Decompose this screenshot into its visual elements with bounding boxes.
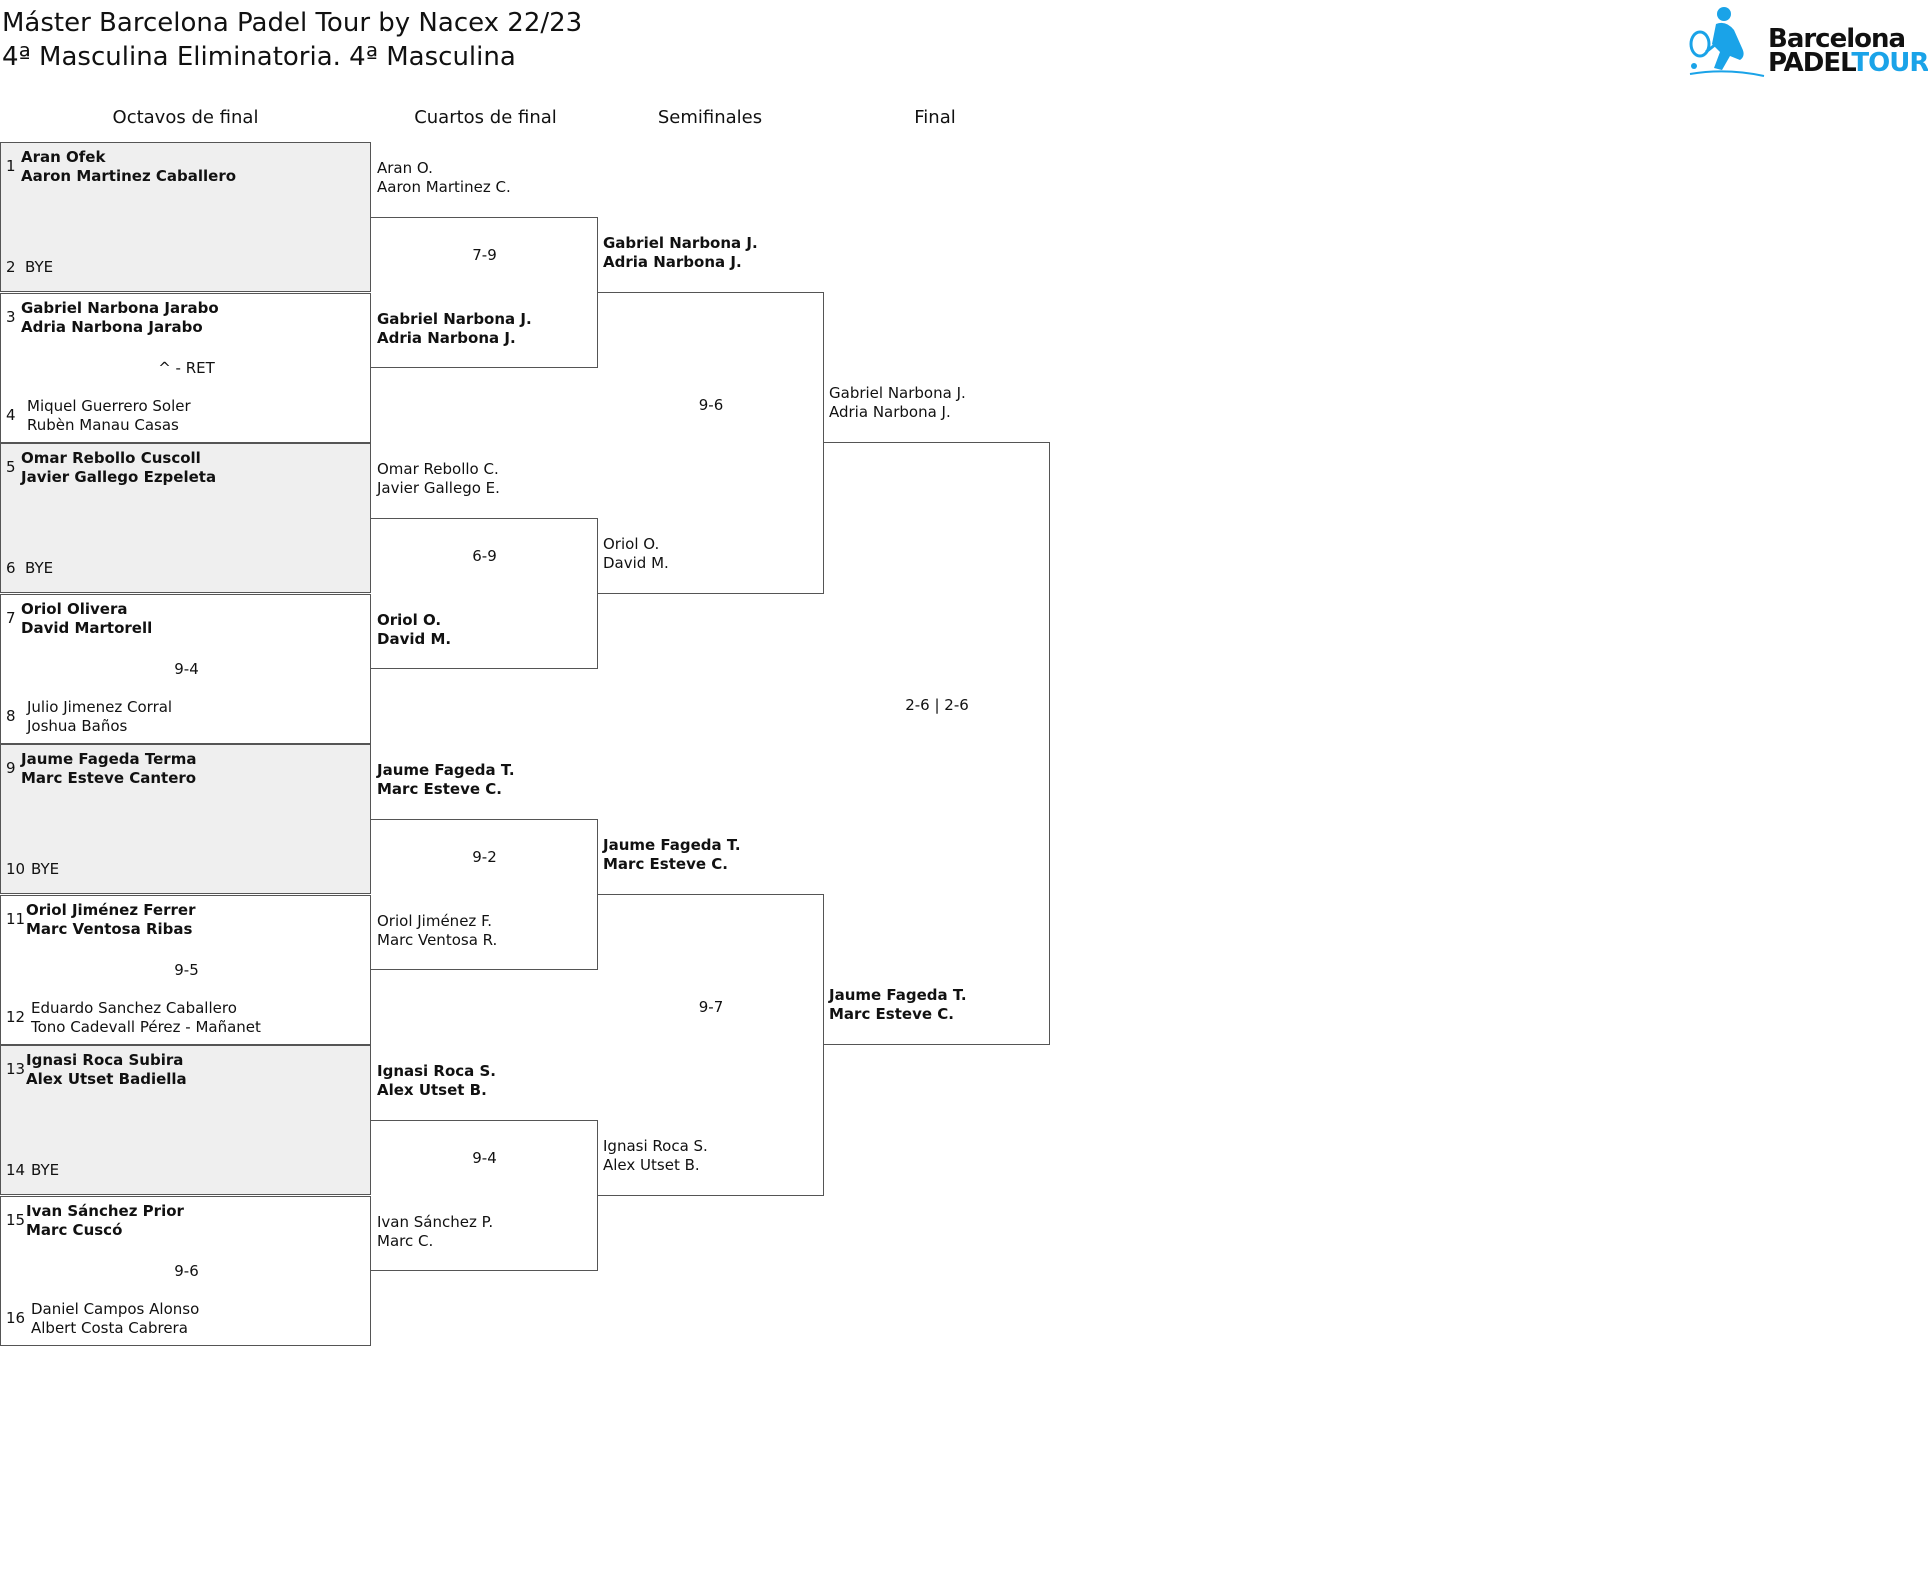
player-name: Marc Esteve C. — [829, 1005, 954, 1023]
team-name — [603, 234, 758, 272]
page-title: Máster Barcelona Padel Tour by Nacex 22/23 — [2, 8, 583, 38]
player-name: Rubèn Manau Casas — [27, 416, 179, 434]
r16-match — [0, 1196, 371, 1346]
team-name — [26, 1202, 184, 1240]
round-header-octavos: Octavos de final — [112, 107, 259, 128]
player-name: Oriol O. — [603, 535, 660, 553]
team-name — [603, 1137, 708, 1175]
team-name — [603, 836, 741, 874]
player-name: Oriol Olivera — [21, 600, 128, 618]
player-name: Marc Cuscó — [26, 1221, 123, 1239]
player-name: Aaron Martinez C. — [377, 178, 511, 196]
r16-match — [0, 443, 371, 593]
match-score: 9-4 — [472, 1149, 497, 1167]
round-header-final: Final — [914, 107, 956, 128]
team-name — [377, 912, 497, 950]
match-score: 7-9 — [472, 246, 497, 264]
player-name: Gabriel Narbona Jarabo — [21, 299, 219, 317]
round-header-semifinales: Semifinales — [657, 107, 763, 128]
seed-number: 16 — [6, 1309, 26, 1327]
seed-number: 12 — [6, 1008, 26, 1026]
player-name: Marc Ventosa Ribas — [26, 920, 193, 938]
team-name — [21, 600, 152, 638]
seed-number: 5 — [6, 458, 16, 476]
player-name: Omar Rebollo Cuscoll — [21, 449, 201, 467]
seed-number: 13 — [6, 1060, 26, 1078]
seed-number: 7 — [6, 609, 16, 627]
player-name: Ignasi Roca Subira — [26, 1051, 184, 1069]
team-name — [31, 1300, 199, 1338]
match-score: 9-6 — [698, 396, 724, 414]
player-name: Ivan Sánchez P. — [377, 1213, 494, 1231]
team-name — [26, 901, 195, 939]
player-name: Jaume Fageda T. — [377, 761, 515, 779]
player-name: David Martorell — [21, 619, 153, 637]
player-name: Jaume Fageda T. — [603, 836, 741, 854]
player-name: David M. — [603, 554, 669, 572]
r16-match — [0, 1045, 371, 1195]
team-name — [377, 159, 511, 197]
player-name: Albert Costa Cabrera — [31, 1319, 188, 1337]
seed-number: 4 — [6, 406, 16, 424]
team-name — [603, 535, 669, 573]
player-name: Aran Ofek — [21, 148, 106, 166]
barcelona-padel-tour-logo — [1686, 4, 1928, 80]
player-name: Marc Esteve C. — [603, 855, 728, 873]
page-subtitle: 4ª Masculina Eliminatoria. 4ª Masculina — [2, 42, 516, 72]
player-name: Eduardo Sanchez Caballero — [31, 999, 237, 1017]
match-score: 9-6 — [174, 1262, 199, 1280]
player-name: Aran O. — [377, 159, 433, 177]
team-name — [377, 1062, 496, 1100]
finalist-team — [829, 384, 966, 422]
team-name — [21, 299, 219, 337]
r16-match — [0, 895, 371, 1045]
seed-number: 11 — [6, 910, 26, 928]
player-name: Oriol Jiménez Ferrer — [26, 901, 196, 919]
team-name — [27, 397, 191, 435]
player-name: Marc Ventosa R. — [377, 931, 498, 949]
padel-player-icon — [1686, 4, 1766, 80]
final-score: 2-6 | 2-6 — [905, 696, 969, 714]
team-name — [31, 999, 261, 1037]
seed-number: 10 — [6, 860, 26, 878]
final-bracket — [824, 442, 1050, 1045]
player-name: Gabriel Narbona J. — [829, 384, 966, 402]
team-name — [377, 1213, 493, 1251]
bye-label: BYE — [31, 860, 60, 878]
player-name: Gabriel Narbona J. — [603, 234, 758, 252]
seed-number: 8 — [6, 707, 16, 725]
team-name — [377, 460, 500, 498]
logo-text-barcelona: Barcelona — [1768, 24, 1906, 54]
player-name: Adria Narbona J. — [377, 329, 516, 347]
player-name: Daniel Campos Alonso — [31, 1300, 200, 1318]
player-name: Javier Gallego E. — [377, 479, 500, 497]
player-name: Oriol O. — [377, 611, 442, 629]
player-name: Omar Rebollo C. — [377, 460, 499, 478]
player-name: Ignasi Roca S. — [377, 1062, 497, 1080]
team-name — [377, 310, 532, 348]
r16-match — [0, 142, 371, 292]
player-name: Marc C. — [377, 1232, 434, 1250]
player-name: Oriol Jiménez F. — [377, 912, 493, 930]
bye-label: BYE — [25, 258, 54, 276]
bye-label: BYE — [25, 559, 54, 577]
seed-number: 1 — [6, 157, 16, 175]
seed-number: 6 — [6, 559, 16, 577]
r16-match — [0, 293, 371, 443]
match-score: 9-4 — [174, 660, 199, 678]
player-name: Adria Narbona J. — [603, 253, 742, 271]
player-name: Marc Esteve Cantero — [21, 769, 197, 787]
seed-number: 15 — [6, 1211, 26, 1229]
player-name: Tono Cadevall Pérez - Mañanet — [31, 1018, 261, 1036]
player-name: Javier Gallego Ezpeleta — [21, 468, 217, 486]
bye-label: BYE — [31, 1161, 60, 1179]
player-name: Adria Narbona J. — [829, 403, 951, 421]
player-name: Aaron Martinez Caballero — [21, 167, 237, 185]
seed-number: 14 — [6, 1161, 26, 1179]
player-name: Miquel Guerrero Soler — [27, 397, 191, 415]
player-name: David M. — [377, 630, 452, 648]
team-name — [377, 611, 451, 649]
player-name: Alex Utset B. — [603, 1156, 700, 1174]
team-name — [377, 761, 515, 799]
player-name: Jaume Fageda T. — [829, 986, 967, 1004]
logo-text-padeltour: PADELTOUR — [1768, 48, 1928, 78]
player-name: Gabriel Narbona J. — [377, 310, 532, 328]
seed-number: 2 — [6, 258, 16, 276]
team-name — [21, 750, 196, 788]
team-name — [21, 449, 216, 487]
match-score: 6-9 — [472, 547, 497, 565]
player-name: Ignasi Roca S. — [603, 1137, 708, 1155]
round-header-cuartos: Cuartos de final — [414, 107, 557, 128]
player-name: Joshua Baños — [27, 717, 128, 735]
team-name — [26, 1051, 187, 1089]
player-name: Alex Utset Badiella — [26, 1070, 187, 1088]
match-score: ^ - RET — [158, 359, 215, 377]
player-name: Alex Utset B. — [377, 1081, 487, 1099]
player-name: Julio Jimenez Corral — [27, 698, 173, 716]
team-name — [21, 148, 236, 186]
r16-match — [0, 594, 371, 744]
champion-team — [829, 986, 967, 1024]
r16-match — [0, 744, 371, 894]
match-score: 9-5 — [174, 961, 199, 979]
match-score: 9-7 — [698, 998, 724, 1016]
team-name — [27, 698, 172, 736]
player-name: Marc Esteve C. — [377, 780, 502, 798]
match-score: 9-2 — [472, 848, 497, 866]
player-name: Adria Narbona Jarabo — [21, 318, 203, 336]
player-name: Ivan Sánchez Prior — [26, 1202, 184, 1220]
seed-number: 9 — [6, 759, 16, 777]
player-name: Jaume Fageda Terma — [21, 750, 197, 768]
seed-number: 3 — [6, 308, 16, 326]
